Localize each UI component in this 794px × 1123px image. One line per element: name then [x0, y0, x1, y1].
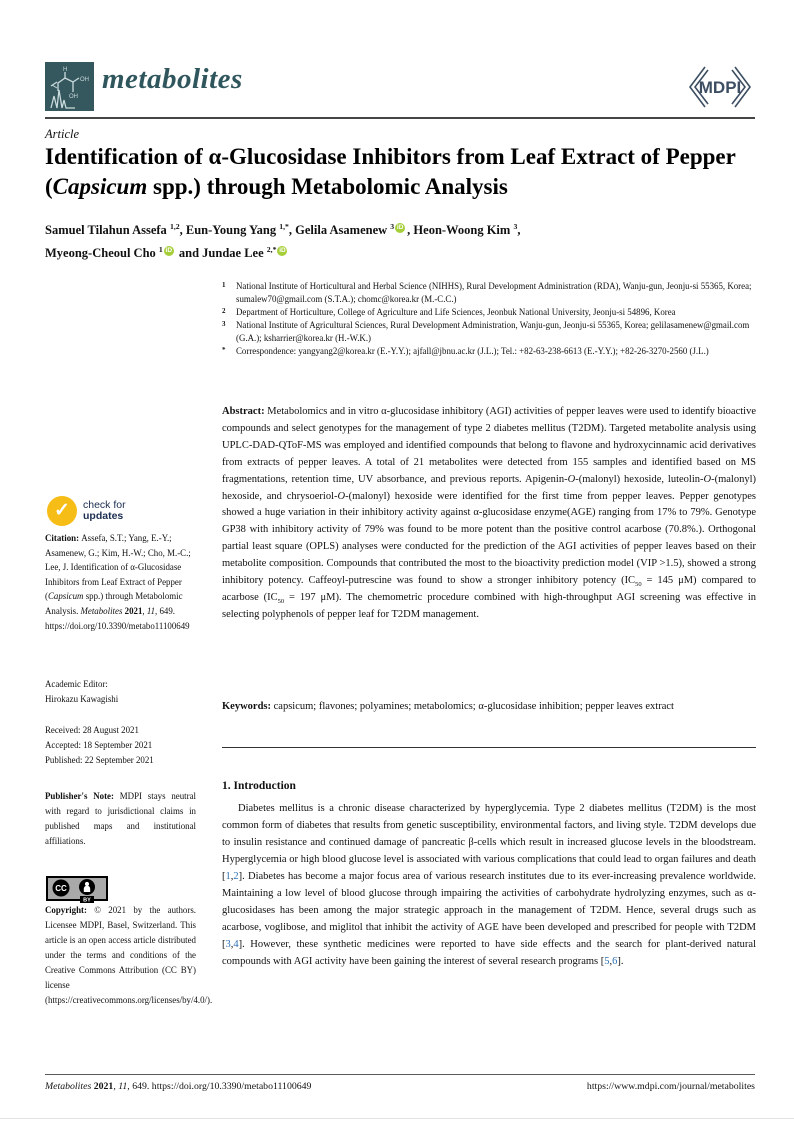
- orcid-icon[interactable]: iD: [165, 246, 173, 254]
- metabolites-logo: [45, 62, 94, 111]
- abstract-paragraph: Abstract: Metabolomics and in vitro α-glucosidase inhibitory (AGI) activities of pepper leaves were used to identify bioactive compounds and select genotypes for the management of type 2 diabetes mellitus (T2DM). Targeted metabolite analysis using UPLC-DAD-QToF-MS was employed and identified compounds that belong to flavone and hydroxycinnamic acid derivatives from extracts of pepper leaves. A total of 21 metabolites were detected from 155 samples and identified based on MS fragmentations, retention time, UV absorbance, and previous reports. Apigenin-O-(malonyl) hexoside, luteolin-O-(malonyl) hexoside, and chrysoeriol-O-(malonyl) hexoside were identified for the first time from pepper leaves. Pepper genotypes showed a huge variation in their inhibitory activity against α-glucosidase enzyme(AGE) ranging from 17% to 79%. Genotype GP38 with inhibitory activity of 79% was found to be more potent than the positive control acarbose (70.8%.). Orthogonal partial least square (OPLS) analyses were conducted for the prediction of the AGI activities of pepper leaves based on their metabolite composition. Compounds that contributed the most to the bioactivity prediction model (VIP >1.5), showed a strong inhibitory potency. Caffeoyl-putrescine was found to show a stronger inhibitory potency ($IC_{50} = 145$ μM) compared to acarbose ($IC_{50} = 197$ μM). The chemometric procedure combined with high-throughput AGI screening was effective in selecting polyphenols of pepper leaf for T2DM management.: [222, 406, 757, 620]
- metabolites-logo-art: [45, 62, 94, 111]
- accepted-date: Accepted: 18 September 2021: [45, 740, 153, 751]
- reference-link[interactable]: 5: [604, 956, 610, 967]
- affiliation-row-2: [222, 306, 756, 319]
- authors-line-1: Samuel Tilahun Assefa $^{1,2}$, Eun-Young Yang $^{1,*}$, Gelila Asamenew $^3$ iD , Heon-Woong Kim $^3$,: [45, 221, 521, 237]
- check-updates-line2: updates: [83, 510, 124, 522]
- svg-text:H: H: [63, 67, 68, 73]
- mdpi-logo: [684, 64, 756, 110]
- checkmark-icon: ✓: [47, 496, 77, 526]
- article-dates-block: [45, 723, 196, 769]
- page-bottom-edge: [0, 1118, 794, 1119]
- check-for-updates-badge[interactable]: [47, 496, 126, 526]
- by-icon-text: BY: [83, 897, 91, 903]
- citation-block: Citation: Assefa, S.T.; Yang, E.-Y.; Asamenew, G.; Kim, H.-W.; Cho, M.-C.; Lee, J. Identification of α-Glucosidase Inhibitors from Leaf Extract of Pepper (Capsicum spp.) through Metabolomic Analysis. Metabolites 2021, 11, 649. https://doi.org/10.3390/metabo11100649: [45, 533, 191, 631]
- svg-text:OH: OH: [69, 94, 78, 100]
- cc-by-icon: [46, 876, 108, 903]
- cc-icon-text: CC: [55, 884, 67, 893]
- article-type-label: Article: [45, 127, 80, 141]
- cc-by-license-badge[interactable]: [46, 876, 108, 903]
- check-updates-line1: check for: [83, 498, 126, 511]
- affiliation-marker: 3: [222, 319, 226, 328]
- published-date: Published: 22 September 2021: [45, 755, 154, 766]
- academic-editor-block: [45, 677, 196, 707]
- reference-link[interactable]: 1: [225, 871, 231, 882]
- reference-link[interactable]: 3: [225, 939, 231, 950]
- affiliation-row-1: [222, 280, 756, 306]
- check-updates-text: [83, 500, 126, 523]
- orcid-icon[interactable]: iD: [279, 246, 286, 254]
- academic-editor-name: Hirokazu Kawagishi: [45, 694, 119, 704]
- footer-journal-url[interactable]: https://www.mdpi.com/journal/metabolites: [586, 1081, 755, 1092]
- affiliation-text: National Institute of Horticultural and Herbal Science (NIHHS), Rural Development Administration (RDA), Wanju-gun, Jeonju-si 55365, Korea; sumalew70@gmail.com (S.T.A.); chomc@korea.kr (M.-C.C.): [236, 281, 752, 304]
- journal-name: metabolites: [102, 63, 243, 95]
- section-heading-introduction: 1. Introduction: [222, 780, 296, 792]
- orcid-icon[interactable]: iD: [396, 223, 404, 231]
- academic-editor-label: Academic Editor:: [45, 679, 108, 689]
- introduction-paragraph: Diabetes mellitus is a chronic disease characterized by hyperglycemia. Type 2 diabetes mellitus (T2DM) is the most common form of diabetes that results from genetic susceptibility, environmental factors, and living style. T2DM develops due to insulin resistance and continued damage of pancreatic β-cells which result in increased glucose levels in the bloodstream. Hyperglycemia or high blood glucose level is associated with various complications that could lead to organ failures and death [1,2]. Diabetes has become a major focus area of various research institutes due to its ever-increasing prevalence worldwide. Maintaining a low level of blood glucose through impairing the activities of carbohydrate hydrolyzing enzymes, such as α-glucosidases has been among the major strategic approach in the management of T2DM. Hence, several drugs such as acarbose, voglibose, and miglitol that inhibit the activity of AGE have been developed and prescribed for people with T2DM [3,4]. However, these synthetic medicines were reported to have side effects and the search for plant-derived natural compounds with AGI activity have been gaining the interest of several research programs [5,6].: [222, 803, 756, 967]
- affiliations-list: [222, 280, 756, 357]
- footer-citation[interactable]: Metabolites 2021, 11, 649. https://doi.org/10.3390/metabo11100649: [45, 1081, 312, 1092]
- affiliation-marker: 2: [222, 306, 226, 315]
- affiliation-text: National Institute of Agricultural Sciences, Rural Development Administration, Wanju-gun, Jeonju-si 55365, Korea; gelilasamenew@gmail.com (G.A.); ksharrier@korea.kr (H.-W.K.): [236, 319, 750, 343]
- footer-rule: [45, 1074, 755, 1075]
- copyright-block: Copyright: © 2021 by the authors. Licensee MDPI, Basel, Switzerland. This article is an open access article distributed under the terms and conditions of the Creative Commons Attribution (CC BY) license (https://creativecommons.org/licenses/by/4.0/).: [45, 905, 213, 1005]
- mdpi-hexagon-icon: [684, 64, 756, 110]
- reference-link[interactable]: 4: [233, 939, 239, 950]
- section-divider: [222, 747, 756, 748]
- publisher-note-block: Publisher's Note: MDPI stays neutral with regard to jurisdictional claims in published maps and institutional affiliations.: [45, 791, 196, 846]
- paper-title: Identification of α-Glucosidase Inhibitors from Leaf Extract of Pepper (Capsicum spp.) through Metabolomic Analysis: [45, 144, 736, 199]
- affiliation-text: Correspondence: yangyang2@korea.kr (E.-Y.Y.); ajfall@jbnu.ac.kr (J.L.); Tel.: +82-63-238-6613 (E.-Y.Y.); +82-26-3270-2560 (J.L.): [236, 345, 709, 356]
- svg-text:OH: OH: [80, 77, 89, 83]
- authors-line-2: Myeong-Cheoul Cho $^1$ iD and Jundae Lee $^{2,*}$ iD: [45, 244, 286, 260]
- received-date: Received: 28 August 2021: [45, 725, 139, 735]
- affiliation-text: Department of Horticulture, College of Agriculture and Life Sciences, Jeonbuk National University, Jeonju-si 54896, Korea: [236, 306, 676, 317]
- affiliation-marker: *: [222, 345, 226, 354]
- affiliation-marker: 1: [222, 281, 226, 289]
- header-rule: [45, 117, 755, 119]
- keywords-paragraph: Keywords: capsicum; flavones; polyamines; metabolomics; α-glucosidase inhibition; pepper leaves extract: [222, 701, 674, 712]
- affiliation-row-3: [222, 319, 756, 345]
- reference-link[interactable]: 6: [612, 956, 618, 967]
- mdpi-logo-text: MDPI: [698, 78, 742, 97]
- affiliation-row-correspondence: [222, 345, 756, 358]
- reference-link[interactable]: 2: [233, 871, 239, 882]
